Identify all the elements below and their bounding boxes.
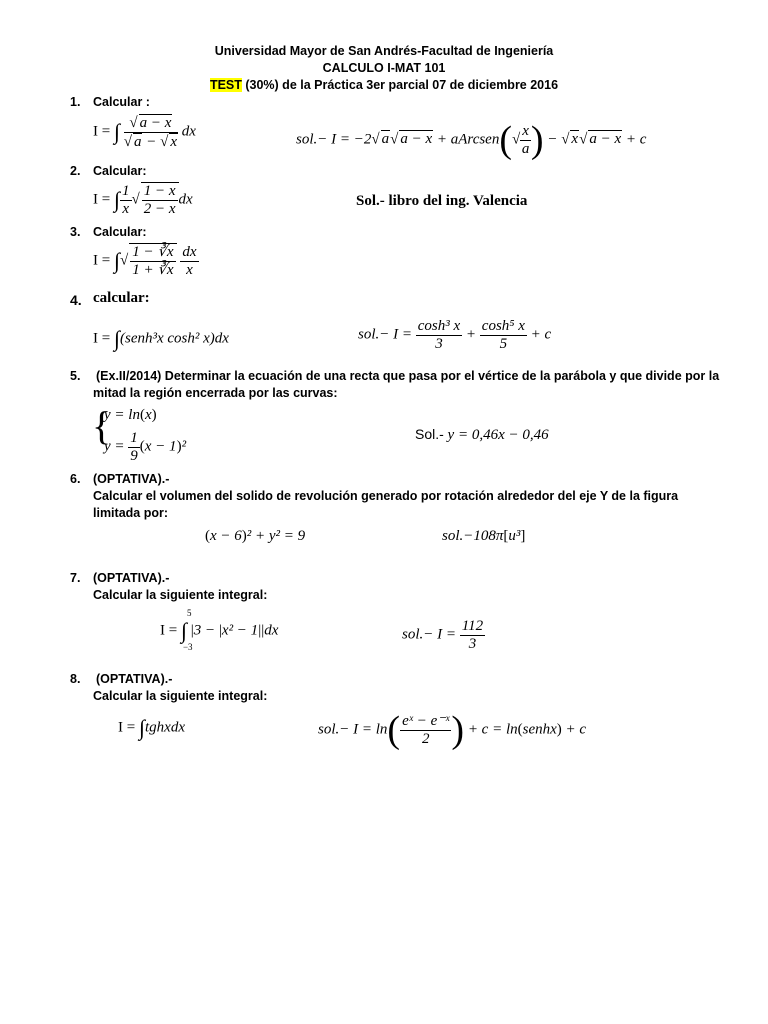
course-title: CALCULO I-MAT 101	[322, 61, 446, 75]
problem-5-curve-1: y = ln(x)	[104, 407, 157, 423]
problem-8-integral: I = ∫tghxdx	[118, 715, 185, 740]
problem-8-number: 8.	[70, 672, 81, 686]
problem-3-label: Calcular:	[93, 225, 147, 239]
problem-3-integral: I = ∫√ $\frac{1 - ∛x}{1 + ∛x}$ $\frac{dx}{x}$	[93, 244, 197, 278]
problem-7-label-line2: Calcular la siguiente integral:	[93, 588, 268, 602]
test-description: (30%) de la Práctica 3er parcial 07 de diciembre 2016	[241, 78, 559, 92]
problem-7-label: (OPTATIVA).-	[93, 571, 170, 585]
university-title: Universidad Mayor de San Andrés-Facultad de Ingeniería	[214, 44, 554, 58]
problem-7-solution: sol.− I = $\frac{112}{3}$	[402, 618, 484, 652]
problem-4-integral: I = ∫(senh³x cosh² x)dx	[93, 326, 229, 351]
problem-5-solution-prefix: Sol.-	[415, 426, 444, 442]
test-title	[0, 78, 768, 92]
problem-2-label: Calcular:	[93, 164, 147, 178]
problem-6-label: (OPTATIVA).-	[93, 472, 170, 486]
problem-1-number: 1.	[70, 95, 81, 109]
problem-5-label: (Ex.II/2014) Determinar la ecuación de una recta que pasa por el vértice de la parábola y que divide por la	[96, 369, 720, 383]
problem-5-solution-value: y = 0,46x − 0,46	[447, 427, 549, 443]
problem-8-label-line2: Calcular la siguiente integral:	[93, 689, 268, 703]
problem-6-number: 6.	[70, 472, 81, 486]
problem-6-solution: sol.−108π[u³]	[442, 528, 526, 544]
problem-6-label-line2: Calcular el volumen del solido de revolución generado por rotación alrededor del eje Y de la figura	[93, 489, 679, 503]
problem-4-label: calcular:	[93, 290, 150, 306]
problem-4-solution: sol.− I = $\frac{\text{cosh³ x}}{3}$ + $\frac{\text{cosh⁵ x}}{5}$ + c	[358, 318, 552, 352]
problem-7-number: 7.	[70, 571, 81, 585]
problem-8-solution: sol.− I = ln( $\frac{\text{eˣ − e⁻ˣ}}{2}$ ) + c = ln(senhx) + c	[318, 709, 587, 751]
system-brace: {	[92, 403, 112, 448]
problem-1-label: Calcular :	[93, 95, 150, 109]
problem-2-number: 2.	[70, 164, 81, 178]
problem-3-number: 3.	[70, 225, 81, 239]
problem-4-number: 4.	[70, 292, 82, 308]
problem-5-label-line2: mitad la región encerrada por las curvas:	[93, 386, 338, 400]
problem-2-solution: Sol.- libro del ing. Valencia	[356, 193, 528, 209]
problem-1-integral: I = ∫ $\frac{√ a - x}{√ a - √ x}$ dx	[93, 115, 196, 150]
problem-6-label-line3: limitada por:	[93, 506, 169, 520]
problem-5-curve-2: y = $\frac{1}{9}$ (x − 1)²	[104, 430, 187, 464]
problem-5-solution	[415, 426, 549, 444]
problem-5-number: 5.	[70, 369, 81, 383]
problem-1-solution: sol.− I = −2√ a√ a − x + aArcsen(√ $\frac{x}{a}$ ) − √ x√ a − x + c	[296, 119, 647, 161]
test-highlight: TEST	[209, 78, 242, 92]
problem-8-label: (OPTATIVA).-	[96, 672, 173, 686]
problem-2-integral: I = ∫ $\frac{1}{x}$ √ $\frac{1 - x}{2 - x}$ dx	[93, 183, 193, 217]
problem-6-equation: (x − 6)² + y² = 9	[205, 528, 306, 544]
problem-7-integral: I = ∫ 5 −3 |3 − |x² − 1||dx	[160, 608, 279, 652]
